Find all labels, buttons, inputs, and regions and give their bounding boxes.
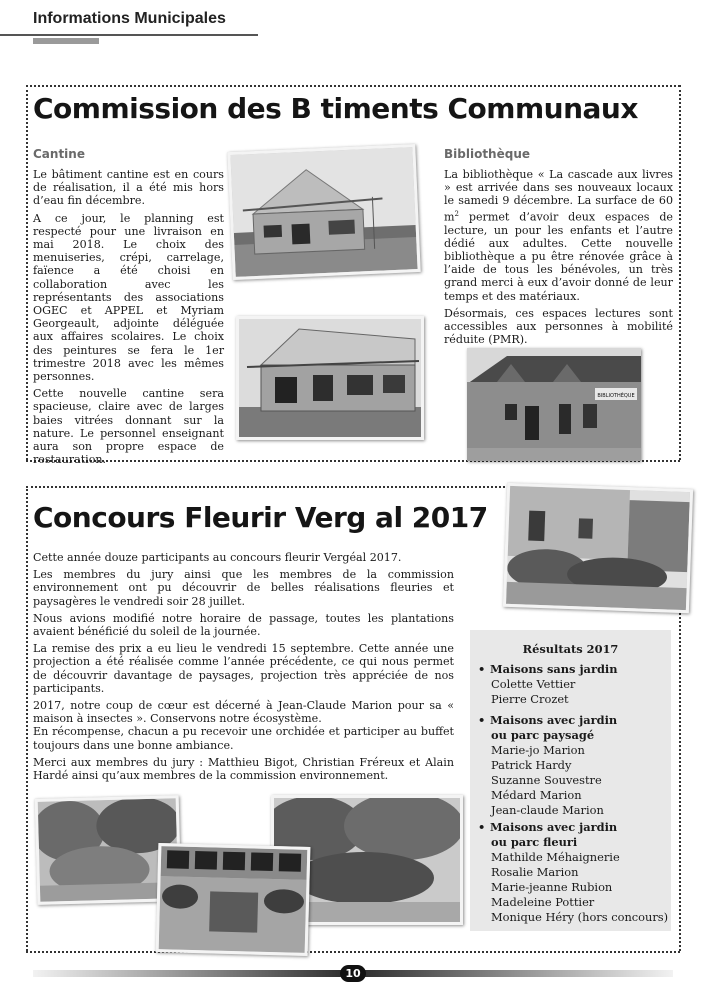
concours-paragraph: 2017, notre coup de cœur est décerné à Jean-Claude Marion pour sa « maison à insectes ». Conservons notre écosystème. [33, 699, 454, 726]
results-box [470, 630, 671, 931]
cantine-paragraph: Cette nouvelle cantine sera spacieuse, claire avec de larges baies vitrées donnant sur la nature. Le personnel enseignant aura son propre espace de restauration. [33, 387, 224, 467]
results-name: Marie-jeanne Rubion [491, 880, 613, 894]
results-group-sans-jardin [478, 662, 618, 707]
section1-border-left [26, 85, 28, 460]
results-title: Résultats 2017 [522, 642, 619, 656]
section1-border-right [679, 85, 681, 460]
results-name: Rosalie Marion [491, 865, 579, 879]
bibliotheque-paragraph-2: Désormais, ces espaces lectures sont accessibles aux personnes à mobilité réduite (PMR). [444, 306, 673, 347]
superscript-2: 2 [454, 209, 459, 218]
cantine-text [33, 168, 224, 470]
results-group-heading: • Maisons avec jardin [478, 713, 618, 727]
results-name: Madeleine Pottier [491, 895, 595, 909]
cantine-construction-photo-2 [236, 316, 424, 440]
results-name: Monique Héry (hors concours) [491, 910, 669, 924]
garden-photo-2 [156, 843, 311, 956]
results-group-heading-line: Maisons avec jardin [490, 713, 618, 727]
results-group-heading-line: ou parc fleuri [491, 835, 578, 849]
section2-border-left [26, 486, 28, 951]
results-group-parc-fleuri [478, 820, 668, 925]
bibliotheque-paragraph [444, 168, 673, 303]
header-rule [0, 34, 258, 36]
section2-border-bottom [26, 951, 680, 953]
section2-title: Concours Fleurir Verg al 2017 [33, 501, 488, 534]
bibliotheque-text [444, 168, 673, 350]
results-name: Colette Vettier [491, 677, 576, 691]
cantine-paragraph: A ce jour, le planning est respecté pour une livraison en mai 2018. Le choix des menuiseries, crépi, carrelage, faïence a été choisi en collaboration avec les représentants des associations OGEC et APPEL et Myriam Georgeault, adjointe déléguée aux affaires scolaires. Le choix des peintures se fera le 1er trimestre 2018 avec les mêmes personnes. [33, 211, 224, 384]
section2-border-top [26, 486, 509, 488]
page-number: 10 [340, 965, 366, 982]
bibliotheque-paragraph-end: permet d’avoir deux espaces de lecture, un pour les enfants et l’autre dédié aux adultes. Cette nouvelle bibliothèque a pu être rénovée grâce à l’aide de tous les bénévoles, un très grand merci à eux d’avoir donné de leur temps et des matériaux. [444, 210, 673, 303]
results-name: Patrick Hardy [491, 758, 572, 772]
results-group-heading-line: Maisons avec jardin [490, 820, 618, 834]
results-group-heading: • Maisons sans jardin [478, 662, 618, 676]
section1-title: Commission des B timents Communaux [33, 92, 638, 125]
results-group-heading-line: Maisons sans jardin [490, 662, 618, 676]
concours-text [33, 551, 454, 786]
bibliotheque-sign: BIBLIOTHÈQUE [597, 393, 635, 399]
results-name: Médard Marion [491, 788, 582, 802]
results-name: Pierre Crozet [491, 692, 569, 706]
cantine-construction-photo-1 [227, 144, 420, 280]
bibliotheque-heading: Bibliothèque [444, 147, 531, 161]
cantine-heading: Cantine [33, 147, 85, 161]
results-name: Marie-jo Marion [491, 743, 585, 757]
header-accent-bar [33, 38, 99, 44]
section2-border-right [679, 600, 681, 951]
results-name: Jean-claude Marion [491, 803, 604, 817]
results-name: Mathilde Méhaignerie [491, 850, 620, 864]
bibliotheque-paragraph-start: La bibliothèque « La cascade aux livres » est arrivée dans ses nouveaux locaux le samedi 9 décembre. La surface de 60 m [444, 168, 673, 224]
garden-photo-top [503, 483, 693, 613]
concours-paragraph: En récompense, chacun a pu recevoir une orchidée et participer au buffet toujours dans une bonne ambiance. [33, 725, 454, 752]
cantine-paragraph: Le bâtiment cantine est en cours de réalisation, il a été mis hors d’eau fin décembre. [33, 168, 224, 208]
results-group-heading: • Maisons avec jardin [478, 820, 618, 834]
results-group-heading-line: ou parc paysagé [491, 728, 595, 742]
concours-paragraph: La remise des prix a eu lieu le vendredi 15 septembre. Cette année une projection a été réalisée comme l’année précédente, ce qui nous permet de découvrir davantage de paysages, projection très appréciée de nos participants. [33, 642, 454, 695]
section1-border-top [26, 85, 680, 87]
concours-paragraph: Nous avions modifié notre horaire de passage, toutes les plantations avaient bénéficié du soleil de la journée. [33, 611, 454, 639]
bibliotheque-building-photo [467, 348, 641, 461]
concours-paragraph: Cette année douze participants au concours fleurir Vergéal 2017. [33, 551, 402, 564]
results-group-parc-paysage [478, 713, 617, 818]
results-name: Suzanne Souvestre [491, 773, 602, 787]
page-header-title: Informations Municipales [33, 10, 226, 27]
concours-paragraph: Les membres du jury ainsi que les membres de la commission environnement ont pu découvrir de belles réalisations fleuries et paysagères le vendredi soir 28 juillet. [33, 568, 454, 608]
concours-paragraph: Merci aux membres du jury : Matthieu Bigot, Christian Fréreux et Alain Hardé ainsi qu’aux membres de la commission environnement. [33, 755, 454, 783]
